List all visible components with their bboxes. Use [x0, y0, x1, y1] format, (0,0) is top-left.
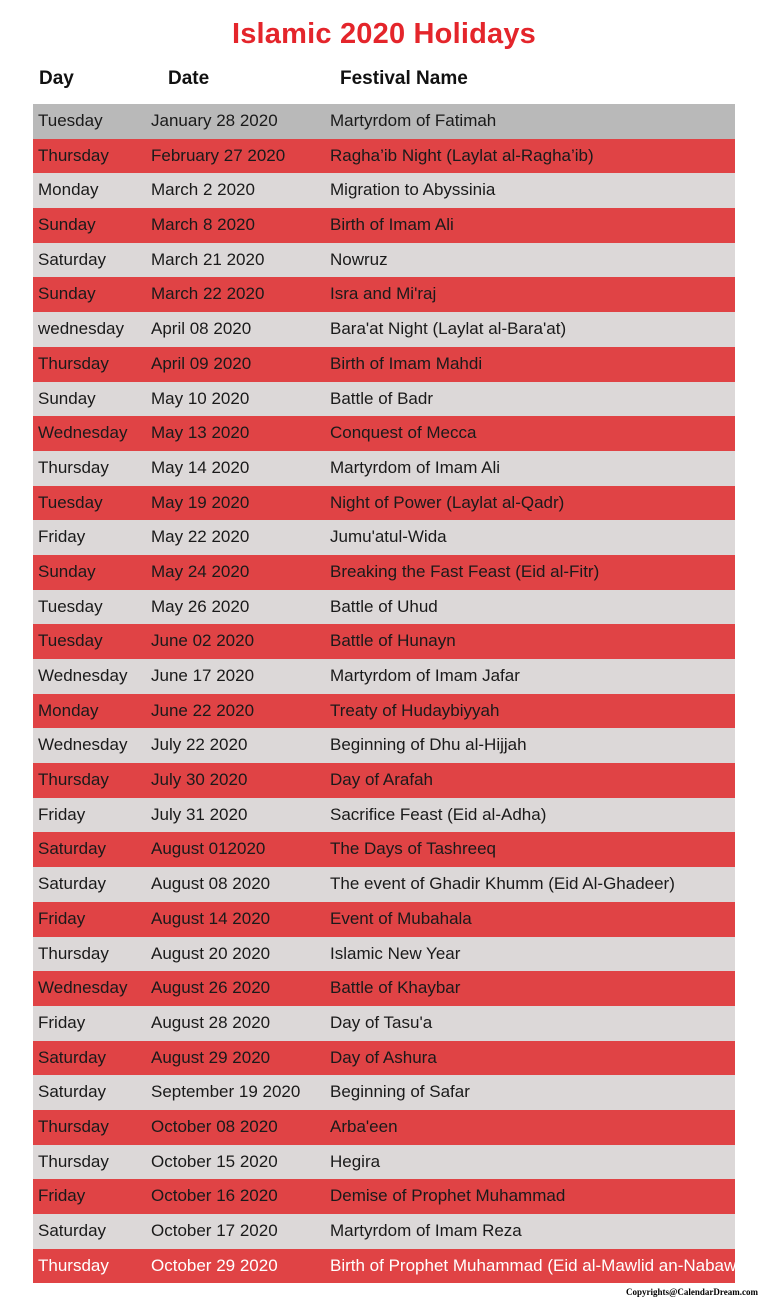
holiday-festival-name: Jumu'atul-Wida: [330, 527, 447, 547]
table-row: [33, 277, 735, 312]
holiday-festival-name: Nowruz: [330, 249, 388, 269]
table-row: [33, 243, 735, 278]
holiday-day: Sunday: [38, 215, 96, 235]
holiday-festival-name: Martyrdom of Imam Ali: [330, 457, 501, 477]
table-row: [33, 139, 735, 174]
holiday-date: January 28 2020: [151, 111, 278, 130]
holiday-festival-name: Martyrdom of Imam Reza: [330, 1221, 522, 1240]
holiday-festival-name: Battle of Hunayn: [330, 631, 456, 651]
holiday-day: Tuesday: [38, 631, 103, 651]
table-row: [33, 451, 735, 486]
table-row: [33, 832, 735, 867]
table-row: [33, 763, 735, 798]
holiday-festival-name: Treaty of Hudaybiyyah: [330, 700, 500, 720]
holiday-day: Sunday: [38, 561, 96, 581]
holiday-festival-name: Day of Tasu'a: [330, 1012, 433, 1032]
table-row: [33, 1075, 735, 1110]
holiday-date: March 22 2020: [151, 284, 265, 304]
holiday-festival-name: Hegira: [330, 1151, 381, 1171]
holiday-table: [33, 104, 747, 1283]
holiday-date: July 31 2020: [151, 804, 248, 824]
holiday-festival-name: Breaking the Fast Feast (Eid al-Fitr): [330, 561, 600, 581]
holiday-date: August 28 2020: [151, 1012, 271, 1032]
holiday-day: Sunday: [38, 388, 96, 408]
holiday-date: April 08 2020: [151, 319, 252, 339]
table-row: [33, 798, 735, 833]
holiday-date: May 22 2020: [151, 527, 250, 547]
table-row: [33, 728, 735, 763]
holiday-festival-name: Day of Arafah: [330, 770, 434, 790]
holiday-day: Thursday: [38, 1255, 109, 1275]
holiday-date: March 8 2020: [151, 215, 255, 235]
holiday-date: July 30 2020: [151, 770, 248, 790]
holiday-festival-name: Martyrdom of Imam Jafar: [330, 666, 520, 685]
holiday-day: Friday: [38, 1012, 86, 1032]
holiday-date: August 29 2020: [151, 1047, 271, 1067]
holiday-day: Friday: [38, 804, 86, 824]
holiday-day: Monday: [38, 700, 99, 720]
holiday-festival-name: Arba'een: [330, 1116, 398, 1136]
table-row: [33, 416, 735, 451]
holiday-day: Wednesday: [38, 735, 128, 755]
holiday-festival-name: Birth of Imam Mahdi: [330, 353, 483, 373]
table-row: [33, 1006, 735, 1041]
holiday-date: August 26 2020: [151, 978, 271, 998]
holiday-date: March 21 2020: [151, 249, 265, 269]
holiday-date: May 14 2020: [151, 457, 250, 477]
table-row: [33, 1179, 735, 1214]
holiday-date: October 15 2020: [151, 1151, 278, 1171]
holiday-festival-name: Day of Ashura: [330, 1047, 437, 1067]
holiday-day: Thursday: [38, 457, 109, 477]
holiday-day: Thursday: [38, 943, 109, 963]
table-row: [33, 937, 735, 972]
holiday-day: Thursday: [38, 353, 109, 373]
holiday-day: Thursday: [38, 1151, 109, 1171]
table-row: [33, 208, 735, 243]
holiday-date: August 14 2020: [151, 908, 271, 928]
holiday-date: March 2 2020: [151, 180, 255, 200]
holiday-day: Thursday: [38, 1116, 109, 1136]
holiday-day: Saturday: [38, 1047, 107, 1067]
holiday-day: Thursday: [38, 770, 109, 790]
holiday-festival-name: Birth of Prophet Muhammad (Eid al-Mawlid an-Nabawī): [330, 1255, 747, 1275]
table-row: [33, 694, 735, 729]
holiday-date: May 19 2020: [151, 492, 250, 512]
holiday-day: Saturday: [38, 874, 107, 894]
holiday-festival-name: Demise of Prophet Muhammad: [330, 1186, 566, 1206]
holiday-day: Tuesday: [38, 596, 103, 616]
holiday-festival-name: Bara'at Night (Laylat al-Bara'at): [330, 319, 567, 339]
table-row: [33, 1249, 747, 1284]
table-row: [33, 971, 735, 1006]
holiday-festival-name: Sacrifice Feast (Eid al-Adha): [330, 804, 547, 824]
column-header-festival: Festival Name: [340, 68, 468, 89]
column-header-day: Day: [39, 68, 74, 89]
holiday-date: May 10 2020: [151, 388, 250, 408]
holiday-day: Saturday: [38, 249, 107, 269]
table-row: [33, 624, 735, 659]
holiday-festival-name: Ragha’ib Night (Laylat al-Ragha’ib): [330, 145, 594, 165]
table-row: [33, 312, 735, 347]
holiday-date: October 17 2020: [151, 1221, 278, 1240]
holiday-day: Thursday: [38, 145, 109, 165]
table-row: [33, 1041, 735, 1076]
page-title: Islamic 2020 Holidays: [231, 18, 537, 50]
holiday-day: Saturday: [38, 1082, 107, 1102]
holiday-festival-name: Conquest of Mecca: [330, 423, 477, 443]
copyright-notice: Copyrights@CalendarDream.com: [626, 1287, 758, 1297]
holiday-date: August 012020: [151, 839, 266, 859]
holiday-day: Sunday: [38, 284, 96, 304]
holiday-festival-name: Isra and Mi'raj: [330, 284, 437, 304]
holiday-festival-name: Beginning of Dhu al-Hijjah: [330, 735, 527, 755]
holiday-date: August 20 2020: [151, 943, 271, 963]
holiday-date: May 26 2020: [151, 596, 250, 616]
holiday-date: June 02 2020: [151, 631, 255, 651]
table-row: [33, 104, 735, 139]
holiday-festival-name: Event of Mubahala: [330, 908, 472, 928]
holiday-date: February 27 2020: [151, 145, 286, 165]
holiday-day: Wednesday: [38, 978, 128, 998]
holiday-day: Friday: [38, 527, 86, 547]
holiday-festival-name: Battle of Badr: [330, 388, 434, 408]
holiday-festival-name: Battle of Uhud: [330, 596, 438, 616]
holiday-festival-name: Migration to Abyssinia: [330, 180, 496, 200]
holiday-date: September 19 2020: [151, 1082, 301, 1102]
holiday-festival-name: The Days of Tashreeq: [330, 839, 496, 859]
table-row: [33, 1145, 735, 1180]
table-row: [33, 867, 735, 902]
holiday-date: April 09 2020: [151, 353, 252, 373]
holiday-day: Friday: [38, 908, 86, 928]
table-row: [33, 173, 735, 208]
holiday-day: Tuesday: [38, 111, 103, 130]
holiday-festival-name: Beginning of Safar: [330, 1082, 470, 1102]
table-row: [33, 486, 735, 521]
holiday-date: October 08 2020: [151, 1116, 278, 1136]
holiday-day: Friday: [38, 1186, 86, 1206]
table-row: [33, 347, 735, 382]
holiday-day: Saturday: [38, 1221, 107, 1240]
holiday-date: October 29 2020: [151, 1255, 278, 1275]
holiday-festival-name: Battle of Khaybar: [330, 978, 461, 998]
table-row: [33, 1110, 735, 1145]
holiday-day: Wednesday: [38, 423, 128, 443]
holiday-festival-name: Islamic New Year: [330, 943, 461, 963]
holiday-date: June 17 2020: [151, 666, 255, 685]
holiday-date: May 24 2020: [151, 561, 250, 581]
holiday-day: Monday: [38, 180, 99, 200]
holiday-festival-name: Night of Power (Laylat al-Qadr): [330, 492, 565, 512]
holiday-date: July 22 2020: [151, 735, 248, 755]
holiday-date: May 13 2020: [151, 423, 250, 443]
table-row: [33, 520, 735, 555]
table-row: [33, 659, 735, 694]
table-row: [33, 555, 735, 590]
column-header-date: Date: [168, 68, 210, 89]
holiday-date: August 08 2020: [151, 874, 271, 894]
holiday-day: Wednesday: [38, 666, 128, 685]
table-row: [33, 382, 735, 417]
table-row: [33, 590, 735, 625]
holiday-date: June 22 2020: [151, 700, 255, 720]
holiday-day: wednesday: [38, 319, 125, 339]
table-row: [33, 1214, 735, 1249]
holiday-date: October 16 2020: [151, 1186, 278, 1206]
holiday-festival-name: Birth of Imam Ali: [330, 215, 454, 235]
holiday-festival-name: The event of Ghadir Khumm (Eid Al-Ghadeer): [330, 874, 675, 894]
holiday-day: Saturday: [38, 839, 107, 859]
holiday-festival-name: Martyrdom of Fatimah: [330, 111, 497, 130]
holiday-day: Tuesday: [38, 492, 103, 512]
table-row: [33, 902, 735, 937]
